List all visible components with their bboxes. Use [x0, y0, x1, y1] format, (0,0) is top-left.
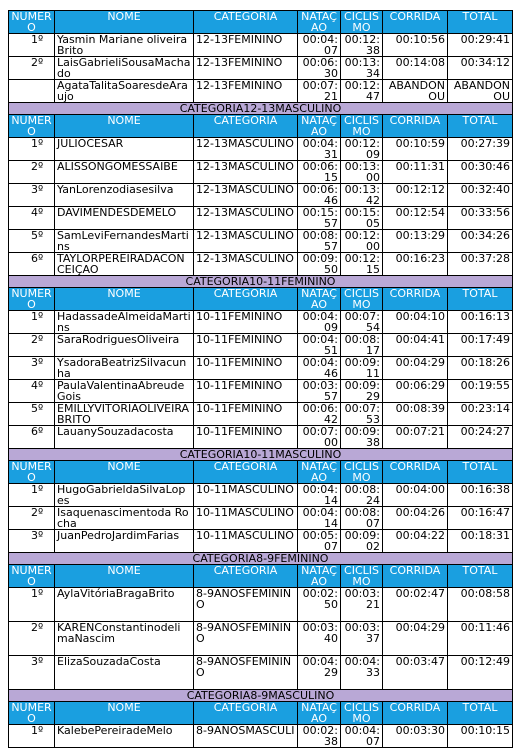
cell-name: HadassadeAlmeidaMartins	[55, 311, 194, 334]
cell-swim-time: 00:04:14	[298, 484, 341, 507]
col-header-ciclismo: CICLISMO	[341, 565, 383, 588]
cell-bike-time: 00:12:47	[341, 80, 383, 103]
cell-bike-time: 00:13:42	[341, 184, 383, 207]
col-header-corrida: CORRIDA	[383, 288, 448, 311]
cell-run-time: 00:04:29	[383, 357, 448, 380]
cell-run-time: 00:04:00	[383, 484, 448, 507]
cell-bike-time: 00:12:15	[341, 253, 383, 276]
cell-category: 12-13FEMININO	[194, 57, 298, 80]
cell-total-time: 00:30:46	[448, 161, 513, 184]
cell-name: Yasmin Mariane oliveira Brito	[55, 34, 194, 57]
cell-category: 12-13MASCULINO	[194, 184, 298, 207]
cell-bike-time: 00:07:53	[341, 403, 383, 426]
table-row	[9, 161, 513, 184]
col-header-total: TOTAL	[448, 702, 513, 725]
cell-total-time: 00:23:14	[448, 403, 513, 426]
col-header-categoria: CATEGORIA	[194, 288, 298, 311]
cell-total-time: 00:19:55	[448, 380, 513, 403]
table-row	[9, 253, 513, 276]
col-header-nome: NOME	[55, 115, 194, 138]
cell-swim-time: 00:08:57	[298, 230, 341, 253]
cell-run-time: 00:10:56	[383, 34, 448, 57]
cell-category: 12-13MASCULINO	[194, 207, 298, 230]
cell-bike-time: 00:09:29	[341, 380, 383, 403]
cell-name: KARENConstantinodelimaNascim	[55, 622, 194, 656]
col-header-natacao: NATAÇAO	[298, 565, 341, 588]
cell-category: 10-11FEMININO	[194, 311, 298, 334]
table-row	[9, 622, 513, 656]
cell-total-time: 00:08:58	[448, 588, 513, 622]
cell-bike-time: 00:09:38	[341, 426, 383, 449]
cell-swim-time: 00:02:50	[298, 588, 341, 622]
cell-swim-time: 00:07:00	[298, 426, 341, 449]
cell-swim-time: 00:06:15	[298, 161, 341, 184]
column-header-row	[9, 702, 513, 725]
table-row	[9, 138, 513, 161]
table-row	[9, 484, 513, 507]
cell-bike-time: 00:03:21	[341, 588, 383, 622]
col-header-categoria: CATEGORIA	[194, 11, 298, 34]
cell-category: 12-13MASCULINO	[194, 161, 298, 184]
cell-run-time: 00:04:26	[383, 507, 448, 530]
cell-bike-time: 00:08:24	[341, 484, 383, 507]
col-header-corrida: CORRIDA	[383, 702, 448, 725]
col-header-nome: NOME	[55, 461, 194, 484]
cell-position: 4º	[9, 380, 55, 403]
category-heading: CATEGORIA10-11FEMININO	[9, 276, 513, 288]
cell-name: YanLorenzodiasesilva	[55, 184, 194, 207]
cell-bike-time: 00:03:37	[341, 622, 383, 656]
column-header-row	[9, 461, 513, 484]
column-header-row	[9, 11, 513, 34]
cell-swim-time: 00:05:07	[298, 530, 341, 553]
table-row	[9, 507, 513, 530]
cell-category: 12-13FEMININO	[194, 80, 298, 103]
cell-position: 3º	[9, 357, 55, 380]
cell-run-time: 00:04:41	[383, 334, 448, 357]
cell-position: 4º	[9, 207, 55, 230]
cell-total-time: 00:32:40	[448, 184, 513, 207]
cell-position: 6º	[9, 253, 55, 276]
table-row	[9, 184, 513, 207]
table-row	[9, 34, 513, 57]
col-header-categoria: CATEGORIA	[194, 702, 298, 725]
cell-name: SamLeviFernandesMartins	[55, 230, 194, 253]
cell-position: 1º	[9, 34, 55, 57]
cell-name: HugoGabrieldaSilvaLopes	[55, 484, 194, 507]
cell-position: 1º	[9, 484, 55, 507]
cell-run-time: 00:04:22	[383, 530, 448, 553]
cell-swim-time: 00:06:46	[298, 184, 341, 207]
cell-run-time: 00:13:29	[383, 230, 448, 253]
cell-run-time: 00:04:29	[383, 622, 448, 656]
cell-total-time: 00:27:39	[448, 138, 513, 161]
cell-run-time: 00:16:23	[383, 253, 448, 276]
cell-position	[9, 80, 55, 103]
cell-position: 1º	[9, 138, 55, 161]
cell-category: 10-11FEMININO	[194, 403, 298, 426]
cell-total-time: 00:29:41	[448, 34, 513, 57]
col-header-total: TOTAL	[448, 288, 513, 311]
cell-position: 3º	[9, 184, 55, 207]
cell-run-time: 00:12:12	[383, 184, 448, 207]
cell-bike-time: 00:12:00	[341, 230, 383, 253]
cell-name: SaraRodriguesOliveira	[55, 334, 194, 357]
cell-swim-time: 00:04:31	[298, 138, 341, 161]
cell-run-time: 00:02:47	[383, 588, 448, 622]
cell-total-time: 00:34:12	[448, 57, 513, 80]
col-header-corrida: CORRIDA	[383, 461, 448, 484]
table-row	[9, 588, 513, 622]
cell-name: EMILLYVITORIAOLIVEIRABRITO	[55, 403, 194, 426]
cell-category: 8-9ANOSFEMININO	[194, 622, 298, 656]
cell-swim-time: 00:15:57	[298, 207, 341, 230]
col-header-total: TOTAL	[448, 11, 513, 34]
col-header-categoria: CATEGORIA	[194, 565, 298, 588]
cell-bike-time: 00:04:33	[341, 656, 383, 690]
cell-run-time: 00:11:31	[383, 161, 448, 184]
category-heading-row	[9, 690, 513, 702]
col-header-nome: NOME	[55, 565, 194, 588]
column-header-row	[9, 115, 513, 138]
col-header-categoria: CATEGORIA	[194, 115, 298, 138]
cell-run-time: 00:10:59	[383, 138, 448, 161]
table-row	[9, 334, 513, 357]
table-row	[9, 80, 513, 103]
col-header-nome: NOME	[55, 11, 194, 34]
cell-total-time: 00:18:31	[448, 530, 513, 553]
cell-total-time: 00:16:47	[448, 507, 513, 530]
category-heading-row	[9, 449, 513, 461]
cell-position: 1º	[9, 311, 55, 334]
cell-bike-time: 00:07:54	[341, 311, 383, 334]
column-header-row	[9, 565, 513, 588]
table-row	[9, 656, 513, 690]
cell-run-time: 00:03:30	[383, 725, 448, 748]
table-row	[9, 530, 513, 553]
cell-bike-time: 00:12:09	[341, 138, 383, 161]
col-header-numero: NUMERO	[9, 461, 55, 484]
category-heading: CATEGORIA12-13MASCULINO	[9, 103, 513, 115]
cell-name: ElizaSouzadaCosta	[55, 656, 194, 690]
cell-bike-time: 00:15:05	[341, 207, 383, 230]
cell-run-time: 00:04:10	[383, 311, 448, 334]
cell-name: JULIOCESAR	[55, 138, 194, 161]
cell-category: 10-11FEMININO	[194, 357, 298, 380]
cell-position: 2º	[9, 161, 55, 184]
cell-run-time: 00:12:54	[383, 207, 448, 230]
cell-bike-time: 00:08:17	[341, 334, 383, 357]
cell-run-time: ABANDONOU	[383, 80, 448, 103]
cell-swim-time: 00:07:21	[298, 80, 341, 103]
cell-swim-time: 00:06:42	[298, 403, 341, 426]
col-header-natacao: NATAÇAO	[298, 702, 341, 725]
cell-run-time: 00:06:29	[383, 380, 448, 403]
col-header-nome: NOME	[55, 702, 194, 725]
table-row	[9, 725, 513, 748]
cell-swim-time: 00:04:29	[298, 656, 341, 690]
cell-position: 5º	[9, 230, 55, 253]
col-header-ciclismo: CICLISMO	[341, 461, 383, 484]
cell-position: 5º	[9, 403, 55, 426]
cell-category: 12-13MASCULINO	[194, 138, 298, 161]
cell-swim-time: 00:03:40	[298, 622, 341, 656]
cell-name: PaulaValentinaAbreudeGois	[55, 380, 194, 403]
cell-name: Isaquenascimentoda Rocha	[55, 507, 194, 530]
table-row	[9, 311, 513, 334]
cell-category: 8-9ANOSFEMININO	[194, 656, 298, 690]
col-header-numero: NUMERO	[9, 565, 55, 588]
col-header-total: TOTAL	[448, 565, 513, 588]
cell-category: 8-9ANOSMASCULI	[194, 725, 298, 748]
cell-position: 1º	[9, 588, 55, 622]
cell-category: 12-13MASCULINO	[194, 253, 298, 276]
cell-category: 10-11MASCULINO	[194, 507, 298, 530]
cell-swim-time: 00:04:46	[298, 357, 341, 380]
table-row	[9, 357, 513, 380]
col-header-natacao: NATAÇAO	[298, 288, 341, 311]
cell-category: 10-11MASCULINO	[194, 530, 298, 553]
results-table	[8, 10, 513, 748]
cell-total-time: 00:12:49	[448, 656, 513, 690]
table-row	[9, 57, 513, 80]
cell-run-time: 00:07:21	[383, 426, 448, 449]
cell-total-time: 00:34:26	[448, 230, 513, 253]
cell-category: 8-9ANOSFEMININO	[194, 588, 298, 622]
cell-position: 2º	[9, 334, 55, 357]
cell-name: AylaVitóriaBragaBrito	[55, 588, 194, 622]
results-sheet	[8, 10, 512, 748]
cell-run-time: 00:08:39	[383, 403, 448, 426]
table-row	[9, 380, 513, 403]
table-row	[9, 426, 513, 449]
cell-position: 3º	[9, 530, 55, 553]
col-header-corrida: CORRIDA	[383, 565, 448, 588]
cell-swim-time: 00:04:09	[298, 311, 341, 334]
cell-name: LauanySouzadacosta	[55, 426, 194, 449]
col-header-nome: NOME	[55, 288, 194, 311]
cell-swim-time: 00:04:14	[298, 507, 341, 530]
category-heading: CATEGORIA10-11MASCULINO	[9, 449, 513, 461]
category-heading-row	[9, 103, 513, 115]
cell-position: 3º	[9, 656, 55, 690]
category-heading-row	[9, 553, 513, 565]
col-header-ciclismo: CICLISMO	[341, 288, 383, 311]
cell-swim-time: 00:03:57	[298, 380, 341, 403]
cell-position: 2º	[9, 57, 55, 80]
cell-category: 10-11MASCULINO	[194, 484, 298, 507]
cell-bike-time: 00:04:07	[341, 725, 383, 748]
cell-position: 1º	[9, 725, 55, 748]
col-header-ciclismo: CICLISMO	[341, 702, 383, 725]
cell-name: LaisGabrieliSousaMachado	[55, 57, 194, 80]
col-header-categoria: CATEGORIA	[194, 461, 298, 484]
col-header-numero: NUMERO	[9, 11, 55, 34]
cell-swim-time: 00:09:50	[298, 253, 341, 276]
table-row	[9, 403, 513, 426]
cell-position: 6º	[9, 426, 55, 449]
col-header-corrida: CORRIDA	[383, 11, 448, 34]
cell-total-time: 00:11:46	[448, 622, 513, 656]
cell-name: JuanPedroJardimFarias	[55, 530, 194, 553]
cell-total-time: 00:37:28	[448, 253, 513, 276]
col-header-ciclismo: CICLISMO	[341, 11, 383, 34]
cell-position: 2º	[9, 622, 55, 656]
cell-total-time: 00:24:27	[448, 426, 513, 449]
col-header-ciclismo: CICLISMO	[341, 115, 383, 138]
col-header-numero: NUMERO	[9, 702, 55, 725]
cell-swim-time: 00:04:07	[298, 34, 341, 57]
col-header-corrida: CORRIDA	[383, 115, 448, 138]
cell-name: KalebePereiradeMelo	[55, 725, 194, 748]
cell-swim-time: 00:04:51	[298, 334, 341, 357]
cell-total-time: 00:16:38	[448, 484, 513, 507]
col-header-natacao: NATAÇAO	[298, 115, 341, 138]
cell-position: 2º	[9, 507, 55, 530]
cell-total-time: 00:10:15	[448, 725, 513, 748]
cell-run-time: 00:03:47	[383, 656, 448, 690]
cell-category: 10-11FEMININO	[194, 334, 298, 357]
cell-category: 10-11FEMININO	[194, 380, 298, 403]
cell-bike-time: 00:12:38	[341, 34, 383, 57]
cell-total-time: ABANDONOU	[448, 80, 513, 103]
col-header-numero: NUMERO	[9, 115, 55, 138]
cell-bike-time: 00:13:00	[341, 161, 383, 184]
cell-bike-time: 00:09:11	[341, 357, 383, 380]
col-header-natacao: NATAÇAO	[298, 461, 341, 484]
cell-run-time: 00:14:08	[383, 57, 448, 80]
cell-swim-time: 00:02:38	[298, 725, 341, 748]
cell-bike-time: 00:08:07	[341, 507, 383, 530]
category-heading-row	[9, 276, 513, 288]
cell-category: 12-13MASCULINO	[194, 230, 298, 253]
cell-name: TAYLORPEREIRADACONCEIÇAO	[55, 253, 194, 276]
cell-total-time: 00:18:26	[448, 357, 513, 380]
col-header-total: TOTAL	[448, 115, 513, 138]
table-row	[9, 207, 513, 230]
col-header-natacao: NATAÇAO	[298, 11, 341, 34]
column-header-row	[9, 288, 513, 311]
col-header-total: TOTAL	[448, 461, 513, 484]
cell-bike-time: 00:13:34	[341, 57, 383, 80]
cell-name: ALISSONGOMESSAIBE	[55, 161, 194, 184]
cell-total-time: 00:17:49	[448, 334, 513, 357]
cell-bike-time: 00:09:02	[341, 530, 383, 553]
cell-total-time: 00:33:56	[448, 207, 513, 230]
cell-total-time: 00:16:13	[448, 311, 513, 334]
col-header-numero: NUMERO	[9, 288, 55, 311]
category-heading: CATEGORIA8-9MASCULINO	[9, 690, 513, 702]
cell-name: AgataTalitaSoaresdeAraujo	[55, 80, 194, 103]
cell-category: 12-13FEMININO	[194, 34, 298, 57]
table-row	[9, 230, 513, 253]
cell-name: YsadoraBeatrizSilvacunha	[55, 357, 194, 380]
cell-swim-time: 00:06:30	[298, 57, 341, 80]
category-heading: CATEGORIA8-9FEMININO	[9, 553, 513, 565]
cell-category: 10-11FEMININO	[194, 426, 298, 449]
cell-name: DAVIMENDESDEMELO	[55, 207, 194, 230]
